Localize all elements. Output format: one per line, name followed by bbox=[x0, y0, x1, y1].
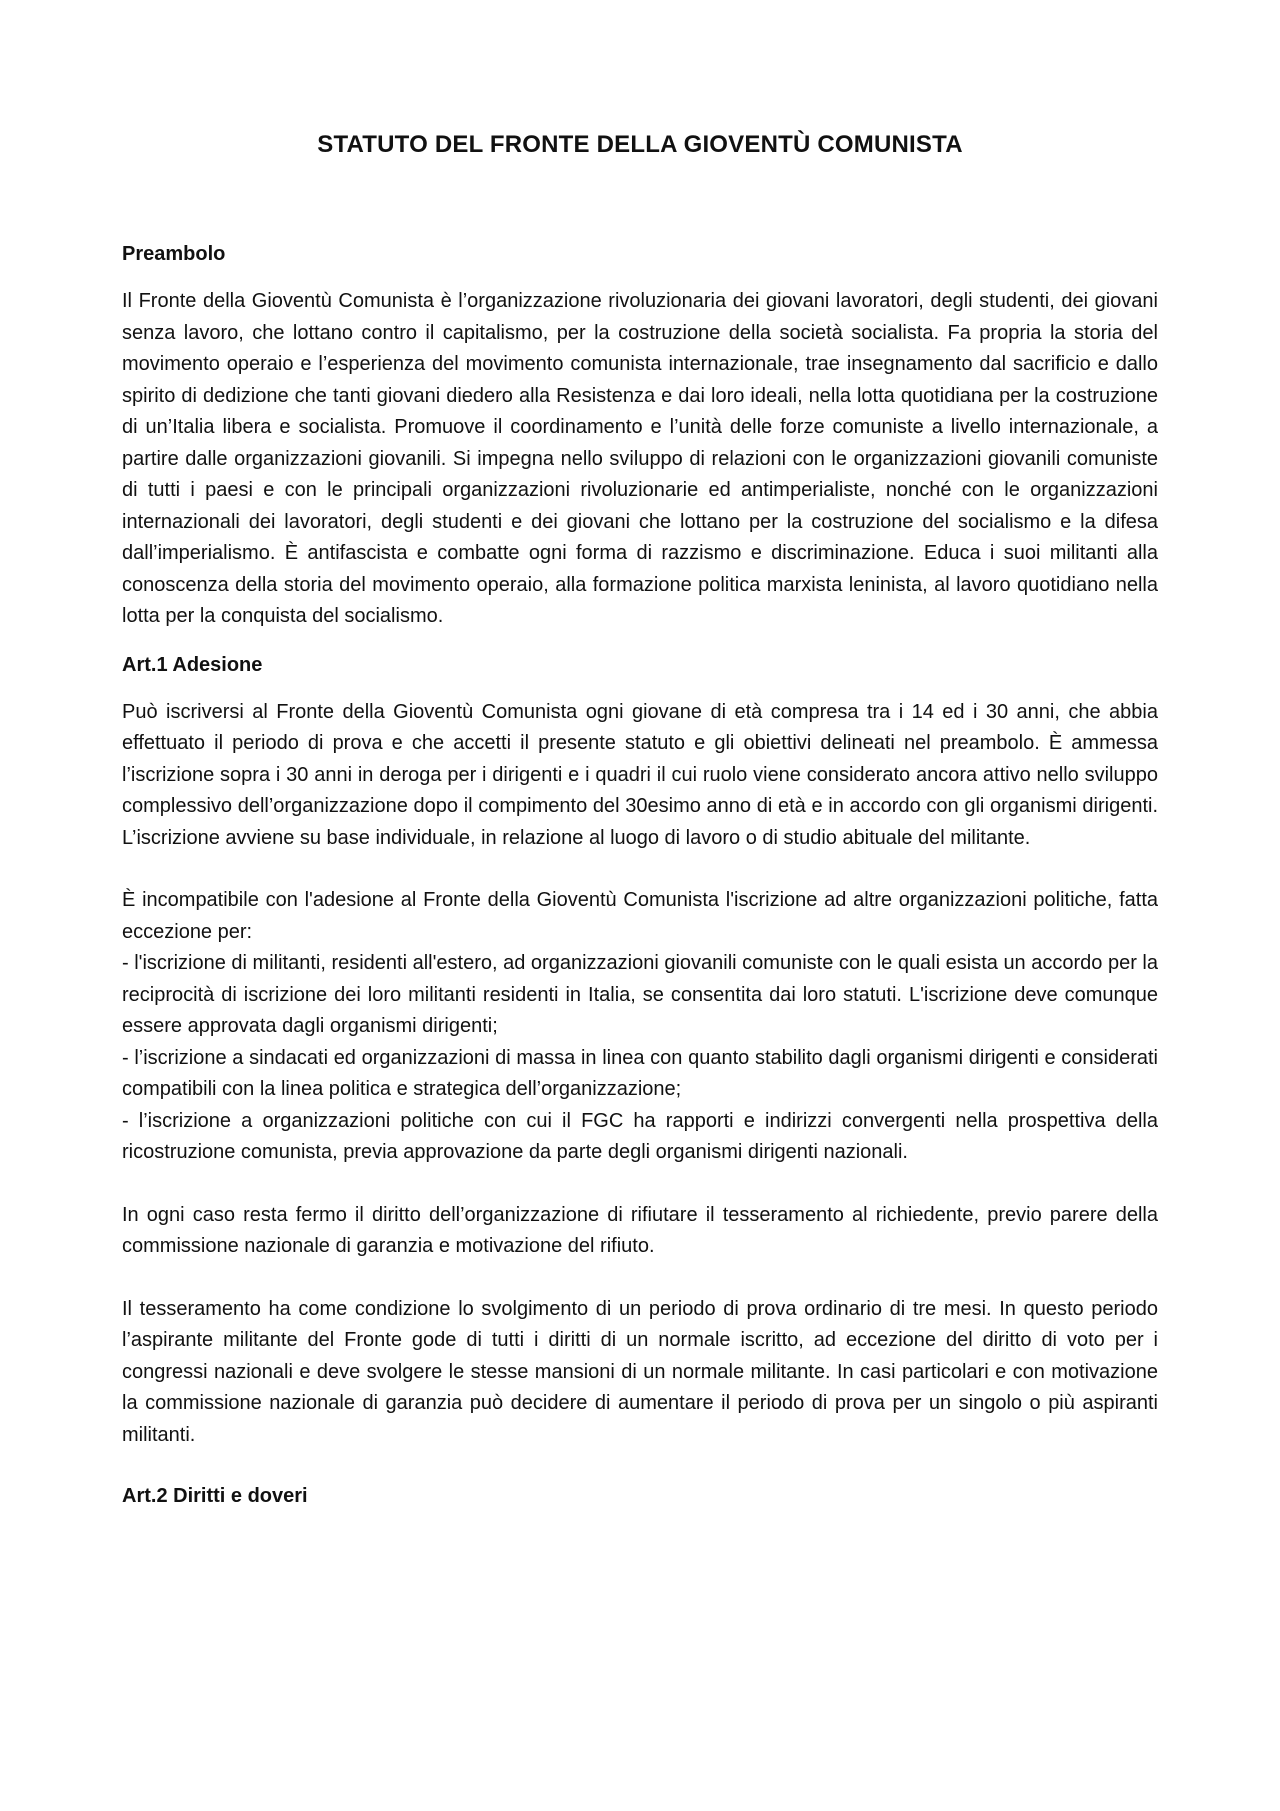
document-title: STATUTO DEL FRONTE DELLA GIOVENTÙ COMUNISTA bbox=[317, 131, 963, 158]
art1-list-item-2: - l’iscrizione a sindacati ed organizzazioni di massa in linea con quanto stabilito dagli organismi dirigenti e considerati compatibili con la linea politica e strategica dell’organizzazione; bbox=[122, 1046, 1158, 1100]
preambolo-heading: Preambolo bbox=[122, 243, 226, 265]
art1-list-item-1: - l'iscrizione di militanti, residenti all'estero, ad organizzazioni giovanili comuniste con le quali esista un accordo per la reciprocità di iscrizione dei loro militanti residenti in Italia, se consentita dai loro statuti. L'iscrizione deve comunque essere approvata dagli organismi dirigenti; bbox=[122, 952, 1158, 1037]
preambolo-text: Il Fronte della Gioventù Comunista è l’organizzazione rivoluzionaria dei giovani lavoratori, degli studenti, dei giovani senza lavoro, che lottano contro il capitalismo, per la costruzione della società socialista. Fa propria la storia del movimento operaio e l’esperienza del movimento comunista internazionale, trae insegnamento dal sacrificio e dallo spirito di dedizione che tanti giovani diedero alla Resistenza e dai loro ideali, nella lotta quotidiana per la costruzione di un’Italia libera e socialista. Promuove il coordinamento e l’unità delle forze comuniste a livello internazionale, a partire dalle organizzazioni giovanili. Si impegna nello sviluppo di relazioni con le organizzazioni giovanili comuniste di tutti i paesi e con le principali organizzazioni rivoluzionarie ed antimperialiste, nonché con le organizzazioni internazionali dei lavoratori, degli studenti e dei giovani che lottano per la costruzione del socialismo e la difesa dall’imperialismo. È antifascista e combatte ogni forma di razzismo e discriminazione. Educa i suoi militanti alla conoscenza della storia del movimento operaio, alla formazione politica marxista leninista, al lavoro quotidiano nella lotta per la conquista del socialismo. bbox=[122, 290, 1158, 627]
spacer bbox=[122, 679, 1158, 697]
art1-paragraph-1: Può iscriversi al Fronte della Gioventù Comunista ogni giovane di età compresa tra i 14 ed i 30 anni, che abbia effettuato il periodo di prova e che accetti il presente statuto e gli obiettivi delineati nel preambolo. È ammessa l’iscrizione sopra i 30 anni in deroga per i dirigenti e i quadri il cui ruolo viene considerato ancora attivo nello sviluppo complessivo dell’organizzazione dopo il compimento del 30esimo anno di età e in accordo con gli organismi dirigenti. L’iscrizione avviene su base individuale, in relazione al luogo di lavoro o di studio abituale del militante. bbox=[122, 700, 1158, 849]
spacer bbox=[122, 1263, 1158, 1294]
spacer bbox=[122, 854, 1158, 885]
art1-paragraph-4: Il tesseramento ha come condizione lo svolgimento di un periodo di prova ordinario di tre mesi. In questo periodo l’aspirante militante del Fronte gode di tutti i diritti di un normale iscritto, ad eccezione del diritto di voto per i congressi nazionali e deve svolgere le stesse mansioni di un normale militante. In casi particolari e con motivazione la commissione nazionale di garanzia può decidere di aumentare il periodo di prova per un singolo o più aspiranti militanti. bbox=[122, 1297, 1158, 1446]
art2-heading: Art.2 Diritti e doveri bbox=[122, 1485, 308, 1507]
spacer bbox=[122, 1451, 1158, 1482]
spacer bbox=[122, 268, 1158, 286]
art1-paragraph-2-intro: È incompatibile con l'adesione al Fronte della Gioventù Comunista l'iscrizione ad altre organizzazioni politiche, fatta eccezione per: bbox=[122, 889, 1158, 943]
art1-paragraph-3: In ogni caso resta fermo il diritto dell’organizzazione di rifiutare il tesseramento al richiedente, previo parere della commissione nazionale di garanzia e motivazione del rifiuto. bbox=[122, 1203, 1158, 1257]
spacer bbox=[122, 1169, 1158, 1200]
document-page bbox=[122, 120, 1158, 1510]
spacer bbox=[122, 633, 1158, 651]
art1-heading: Art.1 Adesione bbox=[122, 653, 263, 676]
art1-list-item-3: - l’iscrizione a organizzazioni politiche con cui il FGC ha rapporti e indirizzi convergenti nella prospettiva della ricostruzione comunista, previa approvazione da parte degli organismi dirigenti nazionali. bbox=[122, 1109, 1158, 1163]
